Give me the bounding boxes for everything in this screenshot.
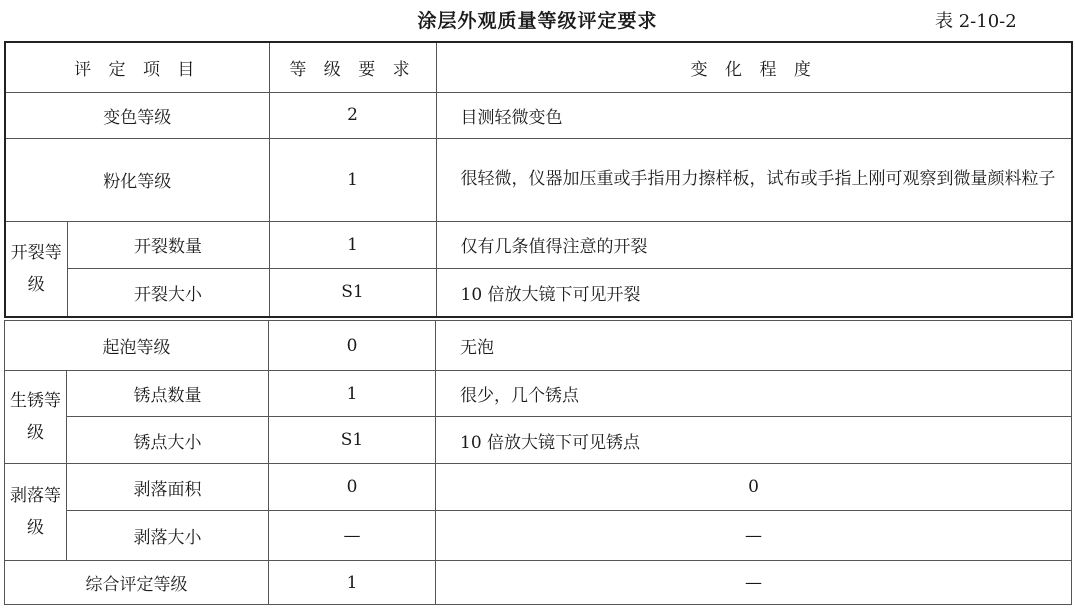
header-item: 评 定 项 目 [5, 42, 269, 92]
row-item: 起泡等级 [5, 321, 269, 371]
row-item: 综合评定等级 [5, 561, 269, 605]
row-level: S1 [269, 417, 436, 464]
row-level: 1 [269, 221, 436, 268]
row-level: — [269, 511, 436, 561]
table-title: 涂层外观质量等级评定要求 [417, 10, 658, 32]
table-row [5, 321, 1072, 371]
row-item: 粉化等级 [5, 138, 269, 221]
row-item: 锈点数量 [67, 371, 269, 417]
table-row [5, 464, 1072, 511]
row-item: 开裂数量 [67, 221, 269, 268]
row-item: 剥落大小 [67, 511, 269, 561]
row-item: 开裂大小 [67, 268, 269, 317]
row-item: 锈点大小 [67, 417, 269, 464]
row-item: 变色等级 [5, 92, 269, 138]
row-level: 1 [269, 371, 436, 417]
table-number: 表 2-10-2 [935, 11, 1017, 32]
row-degree: 10 倍放大镜下可见锈点 [436, 417, 1072, 464]
row-degree: 仅有几条值得注意的开裂 [436, 221, 1072, 268]
row-degree: — [436, 561, 1072, 605]
table-row [5, 561, 1072, 605]
row-degree: 很少，几个锈点 [436, 371, 1072, 417]
group-label-rust: 生锈等级 [5, 371, 67, 464]
quality-table-part2 [4, 320, 1072, 605]
header-level: 等 级 要 求 [269, 42, 436, 92]
table-row [5, 221, 1072, 268]
row-degree: 很轻微，仪器加压重或手指用力擦样板，试布或手指上刚可观察到微量颜料粒子 [436, 138, 1072, 221]
row-degree: 0 [436, 464, 1072, 511]
table-row [5, 92, 1072, 138]
quality-table-part1 [4, 41, 1073, 318]
header-degree: 变 化 程 度 [436, 42, 1072, 92]
row-degree: — [436, 511, 1072, 561]
row-level: 1 [269, 138, 436, 221]
table-row [5, 138, 1072, 221]
row-level: 2 [269, 92, 436, 138]
row-level: S1 [269, 268, 436, 317]
row-level: 0 [269, 464, 436, 511]
table-row [5, 371, 1072, 417]
row-degree: 无泡 [436, 321, 1072, 371]
header-row [5, 42, 1072, 92]
row-degree: 目测轻微变色 [436, 92, 1072, 138]
table-row [5, 268, 1072, 317]
row-degree: 10 倍放大镜下可见开裂 [436, 268, 1072, 317]
group-label-flake: 剥落等级 [5, 464, 67, 561]
row-level: 1 [269, 561, 436, 605]
row-item: 剥落面积 [67, 464, 269, 511]
group-label-crack: 开裂等级 [5, 221, 67, 317]
row-level: 0 [269, 321, 436, 371]
table-row [5, 511, 1072, 561]
table-row [5, 417, 1072, 464]
